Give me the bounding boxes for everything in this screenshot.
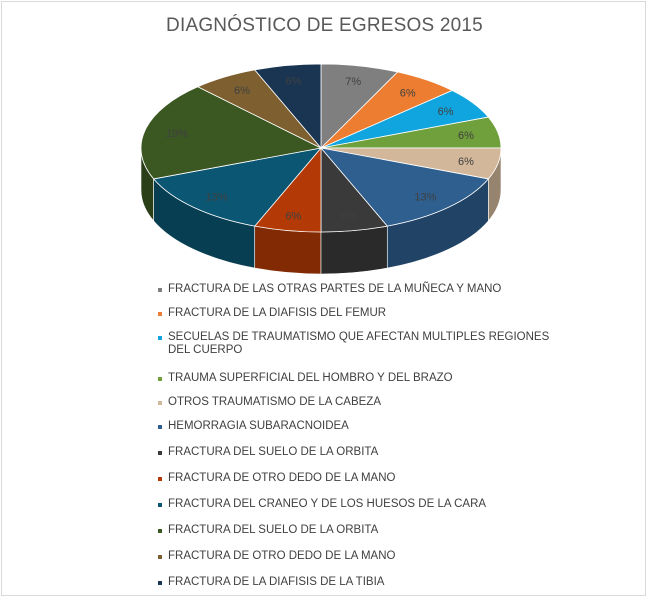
legend-marker <box>158 425 162 429</box>
legend-label: FRACTURA DE OTRO DEDO DE LA MANO <box>168 550 396 562</box>
data-label-9: 13% <box>205 191 228 204</box>
legend-marker <box>158 477 162 481</box>
legend-item <box>156 307 556 320</box>
legend-label: FRACTURA DE LA DIAFISIS DEL FEMUR <box>168 307 387 319</box>
data-label-3: 6% <box>437 106 454 119</box>
chart-legend <box>156 283 556 589</box>
legend-label: FRACTURA DE OTRO DEDO DE LA MANO <box>168 472 396 484</box>
chart-title: DIAGNÓSTICO DE EGRESOS 2015 <box>166 15 483 36</box>
legend-item <box>156 331 556 357</box>
legend-label: OTROS TRAUMATISMO DE LA CABEZA <box>168 396 381 408</box>
legend-item <box>156 283 556 296</box>
data-label-8: 6% <box>285 210 302 223</box>
pie-top <box>141 64 501 232</box>
legend-item <box>156 524 556 537</box>
legend-marker <box>158 401 162 405</box>
legend-label: FRACTURA DEL SUELO DE LA ORBITA <box>168 446 379 458</box>
data-label-7: 6% <box>340 210 357 223</box>
legend-item <box>156 498 556 511</box>
legend-marker <box>158 555 162 559</box>
legend-item <box>156 576 556 589</box>
legend-item <box>156 420 556 433</box>
legend-marker <box>158 312 162 316</box>
legend-label: FRACTURA DE LA DIAFISIS DE LA TIBIA <box>168 576 385 588</box>
data-label-6: 13% <box>414 191 437 204</box>
legend-label: TRAUMA SUPERFICIAL DEL HOMBRO Y DEL BRAZO <box>168 372 453 384</box>
legend-item <box>156 446 556 459</box>
pie-side-7 <box>321 226 387 274</box>
chart-area <box>1 1 646 596</box>
legend-label: FRACTURA DEL CRANEO Y DE LOS HUESOS DE LA CARA <box>168 498 487 510</box>
legend-marker <box>158 451 162 455</box>
data-label-12: 6% <box>285 75 302 88</box>
data-label-10: 19% <box>165 127 188 140</box>
legend-marker <box>158 336 162 340</box>
pie-side-8 <box>255 226 321 274</box>
data-label-4: 6% <box>458 130 474 143</box>
legend-marker <box>158 581 162 585</box>
legend-marker <box>158 377 162 381</box>
legend-label: FRACTURA DE LAS OTRAS PARTES DE LA MUÑECA Y MANO <box>168 283 502 295</box>
legend-marker <box>158 529 162 533</box>
pie-chart <box>2 2 647 282</box>
legend-item <box>156 550 556 563</box>
legend-label: SECUELAS DE TRAUMATISMO QUE AFECTAN MULTIPLES REGIONES DEL CUERPO <box>168 331 550 356</box>
legend-label: HEMORRAGIA SUBARACNOIDEA <box>168 420 349 432</box>
legend-item <box>156 372 556 385</box>
data-label-1: 7% <box>345 75 362 88</box>
legend-item <box>156 396 556 409</box>
data-label-11: 6% <box>233 84 250 97</box>
legend-marker <box>158 288 162 292</box>
data-label-2: 6% <box>399 87 416 100</box>
data-label-5: 6% <box>458 155 474 168</box>
legend-marker <box>158 503 162 507</box>
legend-item <box>156 472 556 485</box>
legend-label: FRACTURA DEL SUELO DE LA ORBITA <box>168 524 379 536</box>
